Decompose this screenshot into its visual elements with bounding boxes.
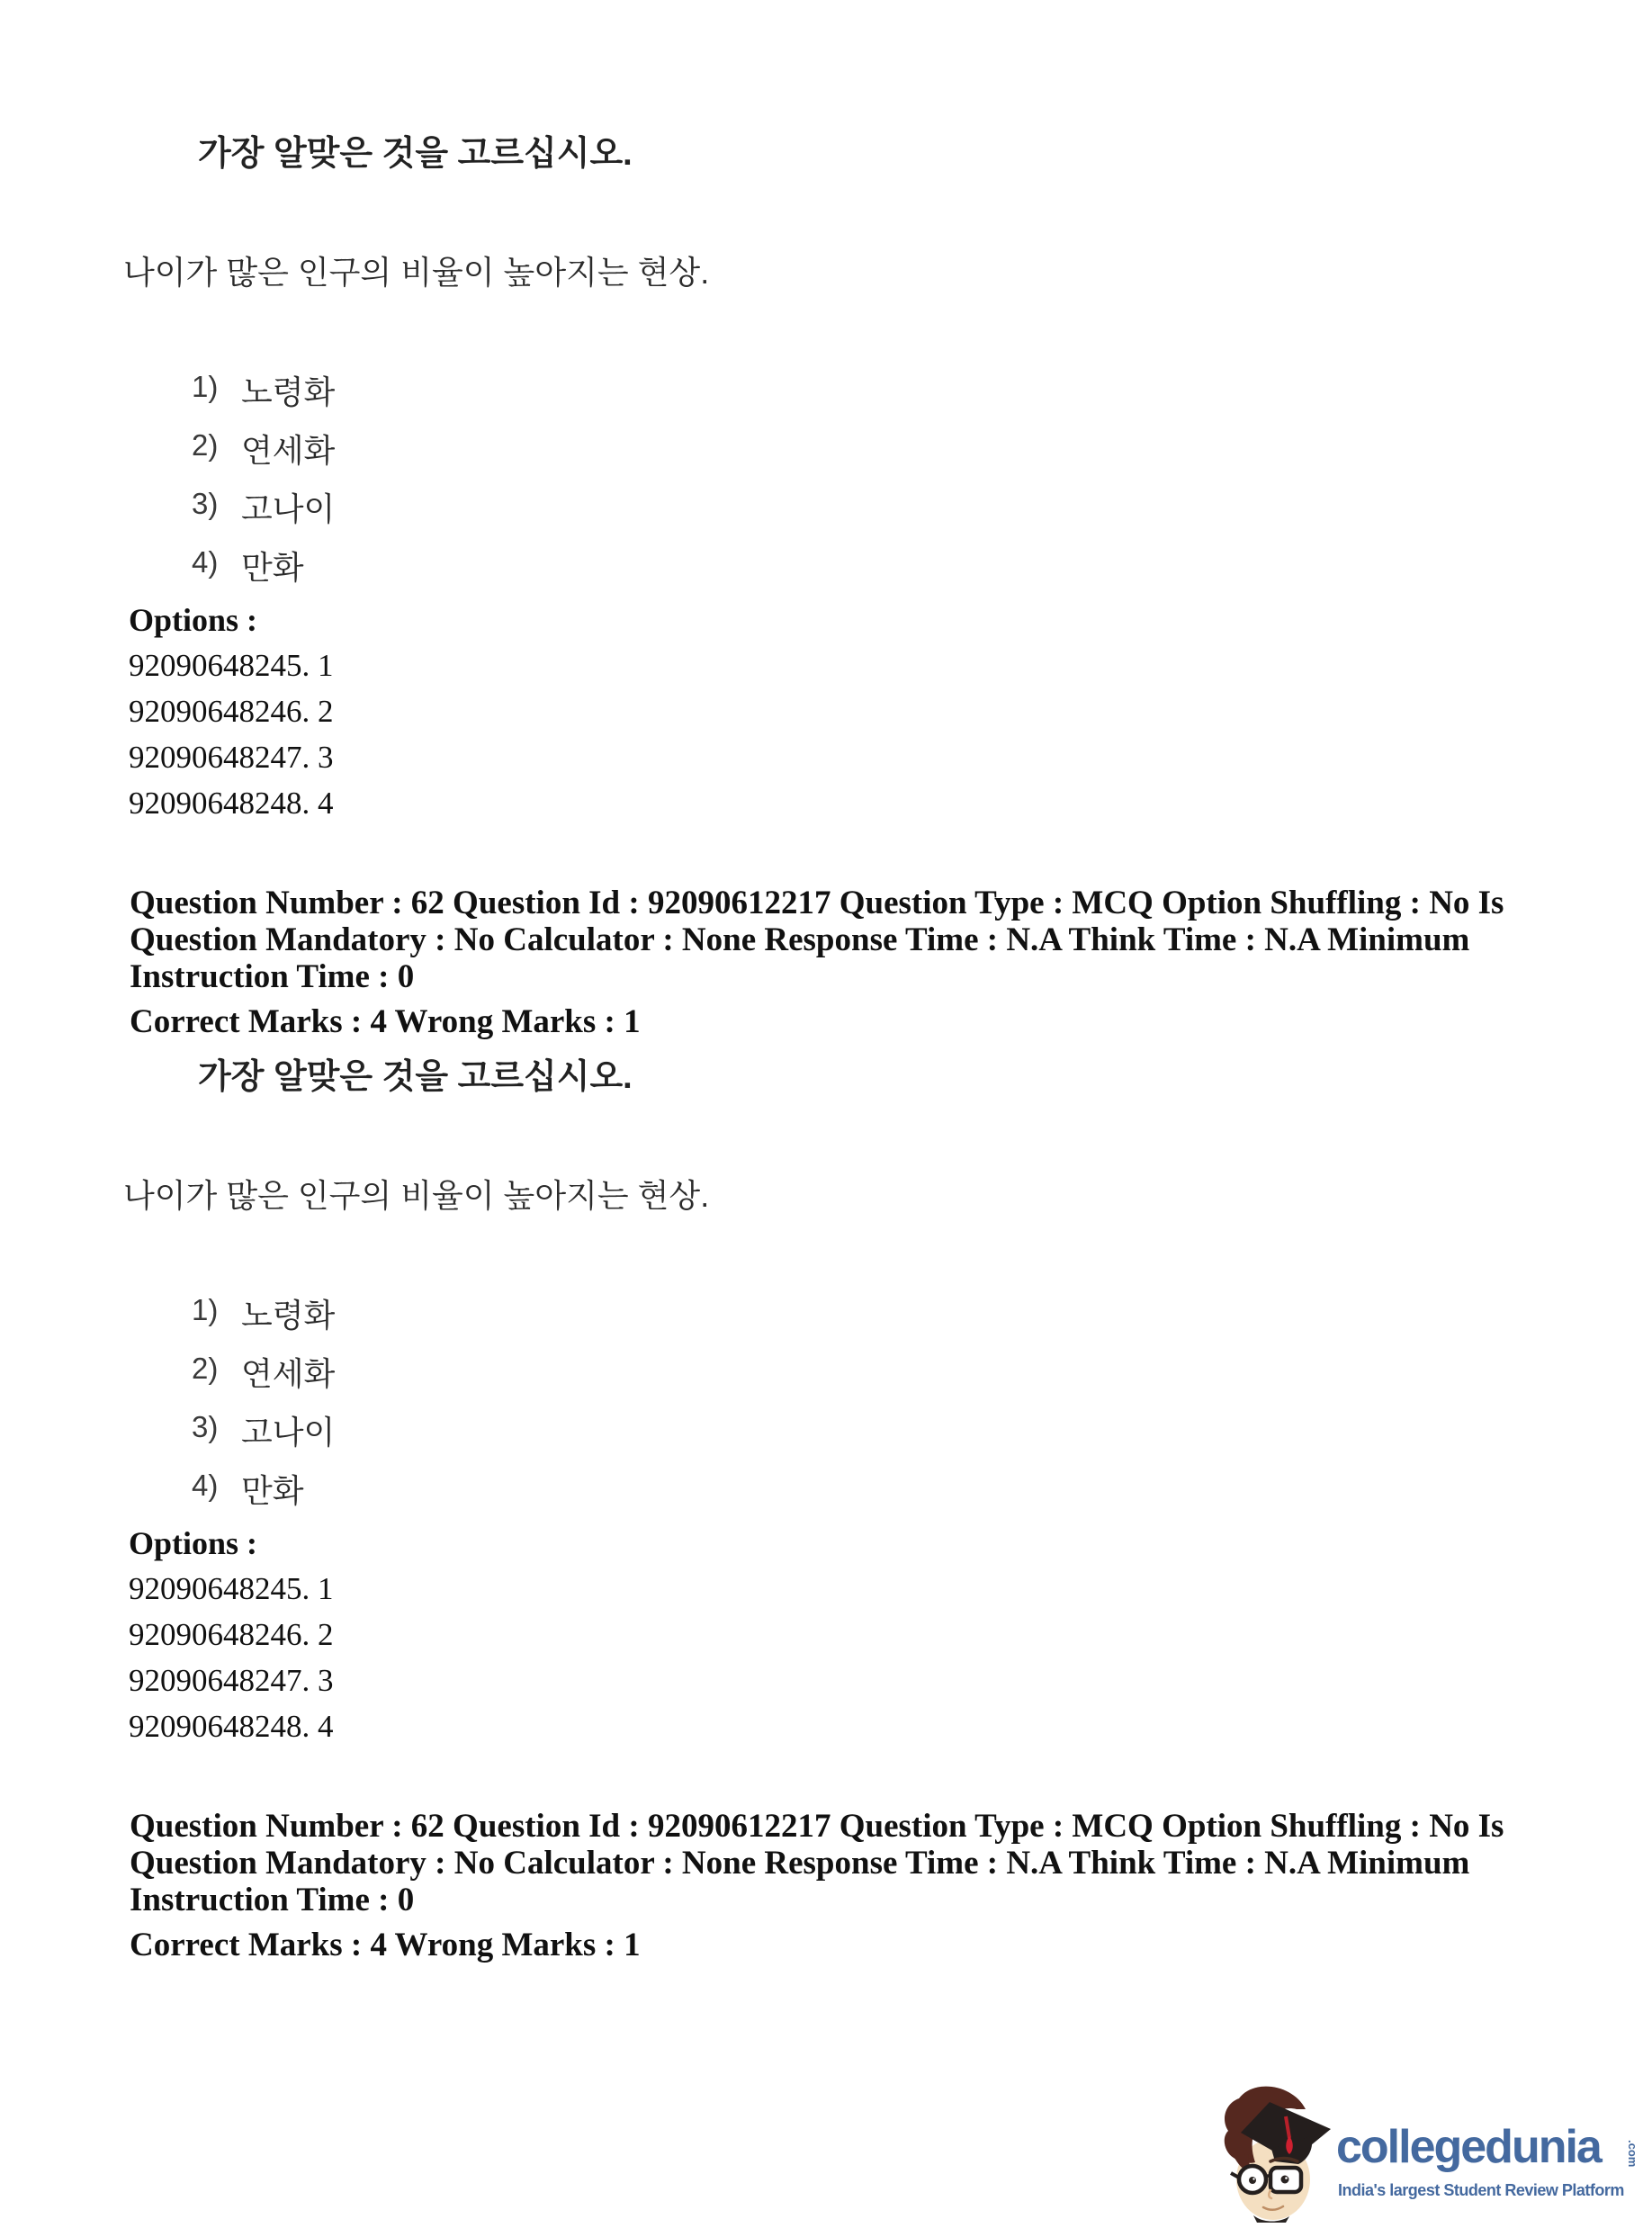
logo-domain: .com — [1626, 2140, 1639, 2168]
choice-text: 연세화 — [241, 432, 336, 469]
options-label: Options : — [129, 1525, 258, 1561]
choice-row — [0, 1407, 810, 1451]
logo-text: collegedunia — [1336, 2121, 1601, 2173]
question-heading: 가장 알맞은 것을 고르십시오. — [198, 135, 633, 173]
question-prompt: 나이가 많은 인구의 비율이 높아지는 현상. — [123, 254, 710, 291]
option-id-line: 92090648247. 3 — [129, 740, 334, 775]
choice-text: 노령화 — [241, 373, 336, 410]
choice-number: 2) — [192, 428, 219, 462]
marks-line: Correct Marks : 4 Wrong Marks : 1 — [130, 1927, 641, 1963]
metadata-line: Question Mandatory : No Calculator : None Response Time : N.A Think Time : N.A Minimum — [130, 1845, 1470, 1882]
choice-text: 연세화 — [241, 1355, 336, 1392]
question-heading: 가장 알맞은 것을 고르십시오. — [198, 1058, 633, 1096]
choice-number: 4) — [192, 545, 219, 579]
choice-text: 만화 — [241, 1472, 304, 1509]
choice-row — [0, 1466, 810, 1509]
metadata-line: Question Number : 62 Question Id : 92090612217 Question Type : MCQ Option Shuffling : No Is — [130, 1808, 1504, 1845]
choice-text: 고나이 — [241, 1414, 336, 1451]
metadata-line: Question Number : 62 Question Id : 92090612217 Question Type : MCQ Option Shuffling : No Is — [130, 885, 1504, 921]
option-id-line: 92090648245. 1 — [129, 1571, 334, 1606]
choice-row — [0, 367, 810, 410]
choice-text: 만화 — [241, 549, 304, 586]
choice-number: 1) — [192, 1293, 219, 1326]
metadata-line: Instruction Time : 0 — [130, 958, 415, 995]
choice-number: 2) — [192, 1352, 219, 1385]
option-id-line: 92090648245. 1 — [129, 648, 334, 683]
choice-row — [0, 1290, 810, 1334]
options-label: Options : — [129, 602, 258, 638]
choice-number: 4) — [192, 1469, 219, 1502]
option-id-line: 92090648248. 4 — [129, 1709, 334, 1744]
option-id-line: 92090648247. 3 — [129, 1663, 334, 1698]
marks-line: Correct Marks : 4 Wrong Marks : 1 — [130, 1003, 641, 1040]
choice-row — [0, 484, 810, 527]
question-block-1 — [0, 0, 1652, 1040]
mascot-icon — [1219, 2079, 1354, 2223]
choice-number: 3) — [192, 487, 219, 520]
choice-row — [0, 1349, 810, 1392]
choice-row — [0, 426, 810, 469]
metadata-line: Instruction Time : 0 — [130, 1882, 415, 1918]
metadata-line: Question Mandatory : No Calculator : None Response Time : N.A Think Time : N.A Minimum — [130, 921, 1470, 958]
option-id-line: 92090648248. 4 — [129, 786, 334, 821]
logo-tagline: India's largest Student Review Platform — [1338, 2181, 1624, 2199]
question-metadata — [130, 1808, 1533, 1918]
choice-text: 노령화 — [241, 1297, 336, 1334]
choice-number: 3) — [192, 1410, 219, 1443]
question-prompt: 나이가 많은 인구의 비율이 높아지는 현상. — [123, 1177, 710, 1214]
option-id-line: 92090648246. 2 — [129, 694, 334, 729]
choice-text: 고나이 — [241, 490, 336, 527]
choice-row — [0, 543, 810, 586]
choice-number: 1) — [192, 370, 219, 403]
option-id-line: 92090648246. 2 — [129, 1617, 334, 1652]
collegedunia-logo — [1219, 2075, 1647, 2226]
question-block-2 — [0, 923, 1652, 1963]
